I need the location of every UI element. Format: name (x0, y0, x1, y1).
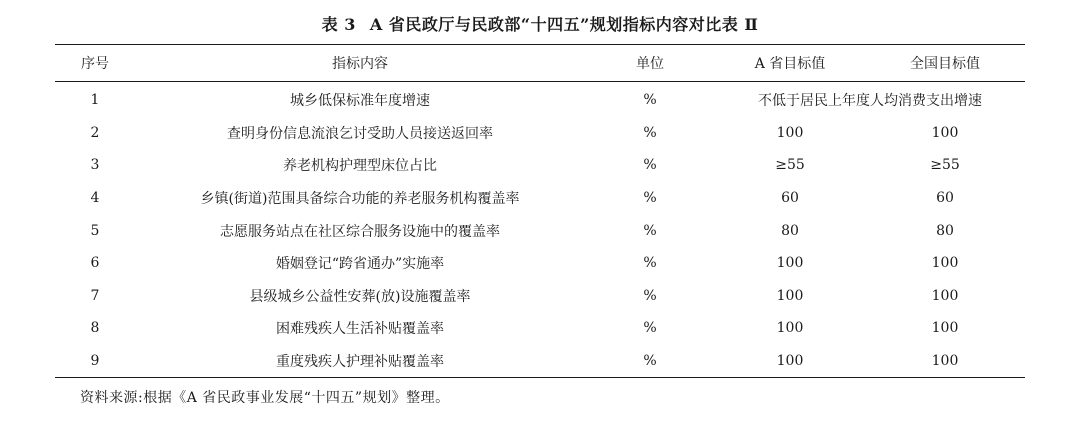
row-index: 7 (90, 287, 100, 304)
row-indicator: 乡镇(街道)范围具备综合功能的养老服务机构覆盖率 (200, 191, 520, 208)
table-row (55, 149, 1025, 182)
row-province-target: 100 (776, 320, 804, 337)
source-note: 资料来源:根据《A 省民政事业发展“十四五”规划》整理。 (80, 390, 450, 406)
row-national-target: 100 (931, 255, 959, 272)
row-national-target: 60 (936, 190, 954, 207)
row-index: 4 (90, 190, 100, 207)
indicator-comparison-table (55, 44, 1025, 378)
row-unit: % (643, 353, 657, 370)
row-national-target: 100 (931, 320, 959, 337)
row-province-target: 60 (781, 190, 799, 207)
table-header-row (55, 45, 1025, 82)
row-national-target: 100 (931, 287, 959, 304)
table-row (55, 182, 1025, 215)
row-national-target: 100 (931, 353, 959, 370)
row-index: 8 (90, 320, 100, 337)
row-province-target: ≥55 (775, 157, 805, 174)
header-province-target: A 省目标值 (754, 56, 826, 72)
table-row (55, 214, 1025, 247)
row-national-target: 100 (931, 124, 959, 141)
row-unit: % (643, 92, 657, 109)
row-province-target: 80 (781, 222, 799, 239)
table-row (55, 312, 1025, 345)
row-indicator: 重度残疾人护理补贴覆盖率 (276, 354, 444, 371)
row-indicator: 困难残疾人生活补贴覆盖率 (276, 321, 444, 338)
row-index: 1 (90, 92, 100, 109)
row-province-target: 100 (776, 124, 804, 141)
row-unit: % (643, 124, 657, 141)
row-indicator: 县级城乡公益性安葬(放)设施覆盖率 (249, 288, 471, 305)
table-title (0, 12, 1080, 35)
row-indicator: 志愿服务站点在社区综合服务设施中的覆盖率 (220, 223, 500, 240)
row-unit: % (643, 320, 657, 337)
table-row (55, 345, 1025, 378)
row-unit: % (643, 287, 657, 304)
row-unit: % (643, 222, 657, 239)
row-index: 2 (90, 124, 100, 141)
row-province-target: 100 (776, 353, 804, 370)
row-province-target: 100 (776, 287, 804, 304)
row-national-target: ≥55 (930, 157, 960, 174)
table-number: 表 3 (321, 15, 356, 34)
row-index: 5 (90, 222, 100, 239)
row-indicator: 婚姻登记“跨省通办”实施率 (275, 256, 445, 273)
header-unit: 单位 (636, 56, 664, 72)
header-indicator: 指标内容 (332, 56, 388, 72)
row-indicator: 城乡低保标准年度增速 (290, 93, 430, 110)
table-row (55, 247, 1025, 280)
row-merged-target: 不低于居民上年度人均消费支出增速 (758, 93, 982, 110)
table-caption: A 省民政厅与民政部“十四五”规划指标内容对比表 Ⅱ (369, 15, 759, 34)
row-index: 3 (90, 157, 100, 174)
row-unit: % (643, 255, 657, 272)
row-unit: % (643, 190, 657, 207)
row-index: 6 (90, 255, 100, 272)
row-national-target: 80 (936, 222, 954, 239)
row-indicator: 查明身份信息流浪乞讨受助人员接送返回率 (227, 125, 493, 142)
row-province-target: 100 (776, 255, 804, 272)
header-index: 序号 (81, 56, 109, 72)
table-row (55, 280, 1025, 313)
table-row (55, 117, 1025, 150)
row-index: 9 (90, 353, 100, 370)
table-row (55, 82, 1025, 117)
row-indicator: 养老机构护理型床位占比 (283, 158, 437, 175)
header-national-target: 全国目标值 (910, 56, 980, 72)
row-unit: % (643, 157, 657, 174)
